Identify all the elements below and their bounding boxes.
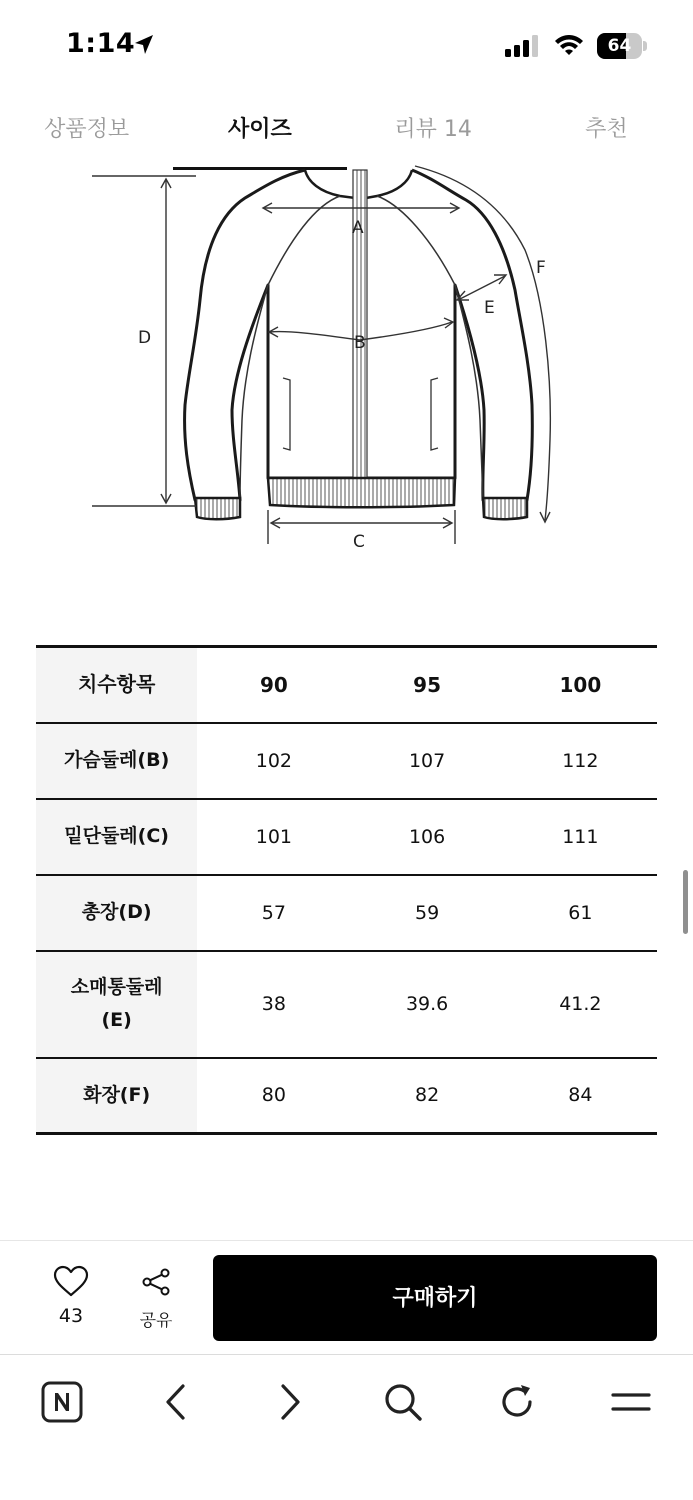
row-label: 총장(D) [36,875,197,951]
naver-home-button[interactable] [37,1377,87,1427]
row-label: 밑단둘레(C) [36,799,197,875]
tab-size[interactable]: 사이즈 [173,100,346,170]
table-header-row [36,647,657,723]
location-arrow-icon [132,33,156,57]
table-cell: 80 [261,1084,286,1107]
header-size-90: 90 [197,647,350,723]
table-row [36,875,657,951]
row-label: 화장(F) [36,1058,197,1134]
search-button[interactable] [378,1377,428,1427]
measure-label-b: B [354,333,366,353]
forward-icon [275,1383,305,1421]
search-icon [383,1382,423,1422]
refresh-button[interactable] [492,1377,542,1427]
battery-level: 64 [607,36,632,56]
share-button[interactable] [130,1268,182,1331]
status-bar [0,0,693,92]
share-label: 공유 [139,1311,173,1331]
table-cell: 107 [350,723,503,799]
header-size-100: 100 [504,647,657,723]
table-row [36,1058,657,1134]
buy-button[interactable]: 구매하기 [213,1255,657,1341]
table-cell: 61 [504,875,657,951]
table-cell: 38 [197,951,350,1058]
refresh-icon [497,1382,537,1422]
battery-indicator [597,33,647,59]
measure-label-d: D [138,328,152,348]
table-row [36,951,657,1058]
measure-label-a: A [352,218,364,238]
measure-label-c: C [353,532,365,552]
browser-nav-bar [0,1354,693,1500]
cellular-signal-icon [505,35,541,57]
row-label: 가슴둘레(B) [36,723,197,799]
tab-product-info[interactable]: 상품정보 [44,117,130,142]
size-table [36,645,657,1135]
header-item: 치수항목 [36,647,197,723]
scrollbar-thumb[interactable] [683,870,688,934]
header-size-95: 95 [350,647,503,723]
purchase-bar [0,1240,693,1354]
row-label-line2: (E) [101,1009,132,1031]
table-cell: 101 [197,799,350,875]
wifi-icon [554,33,584,57]
table-cell: 57 [197,875,350,951]
forward-button[interactable] [265,1377,315,1427]
table-cell: 84 [568,1084,593,1107]
jacket-size-diagram [0,165,693,565]
menu-button[interactable] [606,1377,656,1427]
naver-home-icon [41,1381,83,1423]
tab-reviews[interactable]: 리뷰 14 [394,117,472,142]
measure-label-e: E [484,298,495,318]
table-cell: 41.2 [504,951,657,1058]
share-icon [141,1268,171,1296]
measure-label-f: F [536,258,546,278]
like-count: 43 [58,1305,84,1327]
table-cell: 39.6 [350,951,503,1058]
back-icon [161,1383,191,1421]
table-cell: 112 [504,723,657,799]
product-tabs [0,100,693,170]
back-button[interactable] [151,1377,201,1427]
table-row [36,799,657,875]
table-cell: 106 [350,799,503,875]
table-cell: 111 [504,799,657,875]
table-cell: 59 [350,875,503,951]
status-time: 1:14 [66,28,136,59]
like-button[interactable] [48,1265,94,1327]
row-label [36,951,197,1058]
table-cell: 102 [197,723,350,799]
menu-icon [611,1387,651,1417]
table-row [36,723,657,799]
row-label-line1: 소매통둘레 [70,976,163,998]
tab-recommend[interactable]: 추천 [585,117,628,142]
table-cell: 82 [415,1084,440,1107]
heart-icon [53,1265,89,1297]
